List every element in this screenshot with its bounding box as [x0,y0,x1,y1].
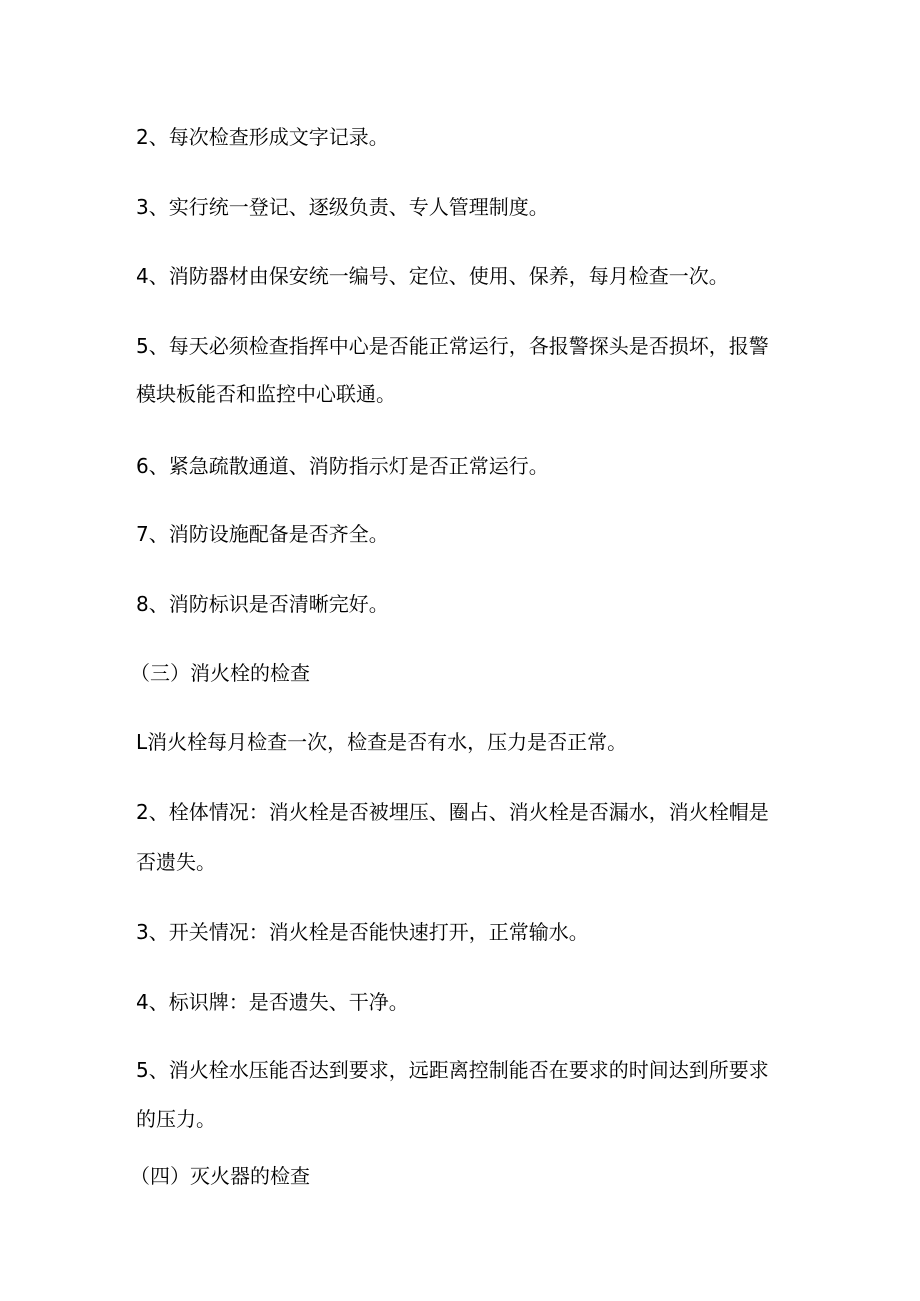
section-heading-extinguisher: （四）灭火器的检查 [130,1164,310,1188]
item-5-continuation: 模块板能否和监控中心联通。 [136,382,396,406]
item-8-signage: 8、消防标识是否清晰完好。 [136,592,389,616]
item-2-record: 2、每次检查形成文字记录。 [136,125,389,149]
hydrant-item-5: 5、消火栓水压能否达到要求，远距离控制能否在要求的时间达到所要求 [136,1058,769,1082]
hydrant-item-5-continuation: 的压力。 [136,1107,216,1131]
hydrant-item-2: 2、栓体情况：消火栓是否被埋压、圈占、消火栓是否漏水，消火栓帽是 [136,800,769,824]
hydrant-item-1: L消火栓每月检查一次，检查是否有水，压力是否正常。 [136,730,628,754]
hydrant-item-2-continuation: 否遗失。 [136,850,216,874]
hydrant-item-4: 4、标识牌：是否遗失、干净。 [136,990,409,1014]
item-3-management: 3、实行统一登记、逐级负责、专人管理制度。 [136,195,549,219]
item-5-control-center: 5、每天必须检查指挥中心是否能正常运行，各报警探头是否损坏，报警 [136,334,769,358]
hydrant-item-3: 3、开关情况：消火栓是否能快速打开，正常输水。 [136,920,589,944]
item-6-evacuation: 6、紧急疏散通道、消防指示灯是否正常运行。 [136,454,549,478]
item-4-equipment: 4、消防器材由保安统一编号、定位、使用、保养，每月检查一次。 [136,264,729,288]
section-heading-hydrant: （三）消火栓的检查 [130,661,310,685]
item-7-facilities: 7、消防设施配备是否齐全。 [136,522,389,546]
